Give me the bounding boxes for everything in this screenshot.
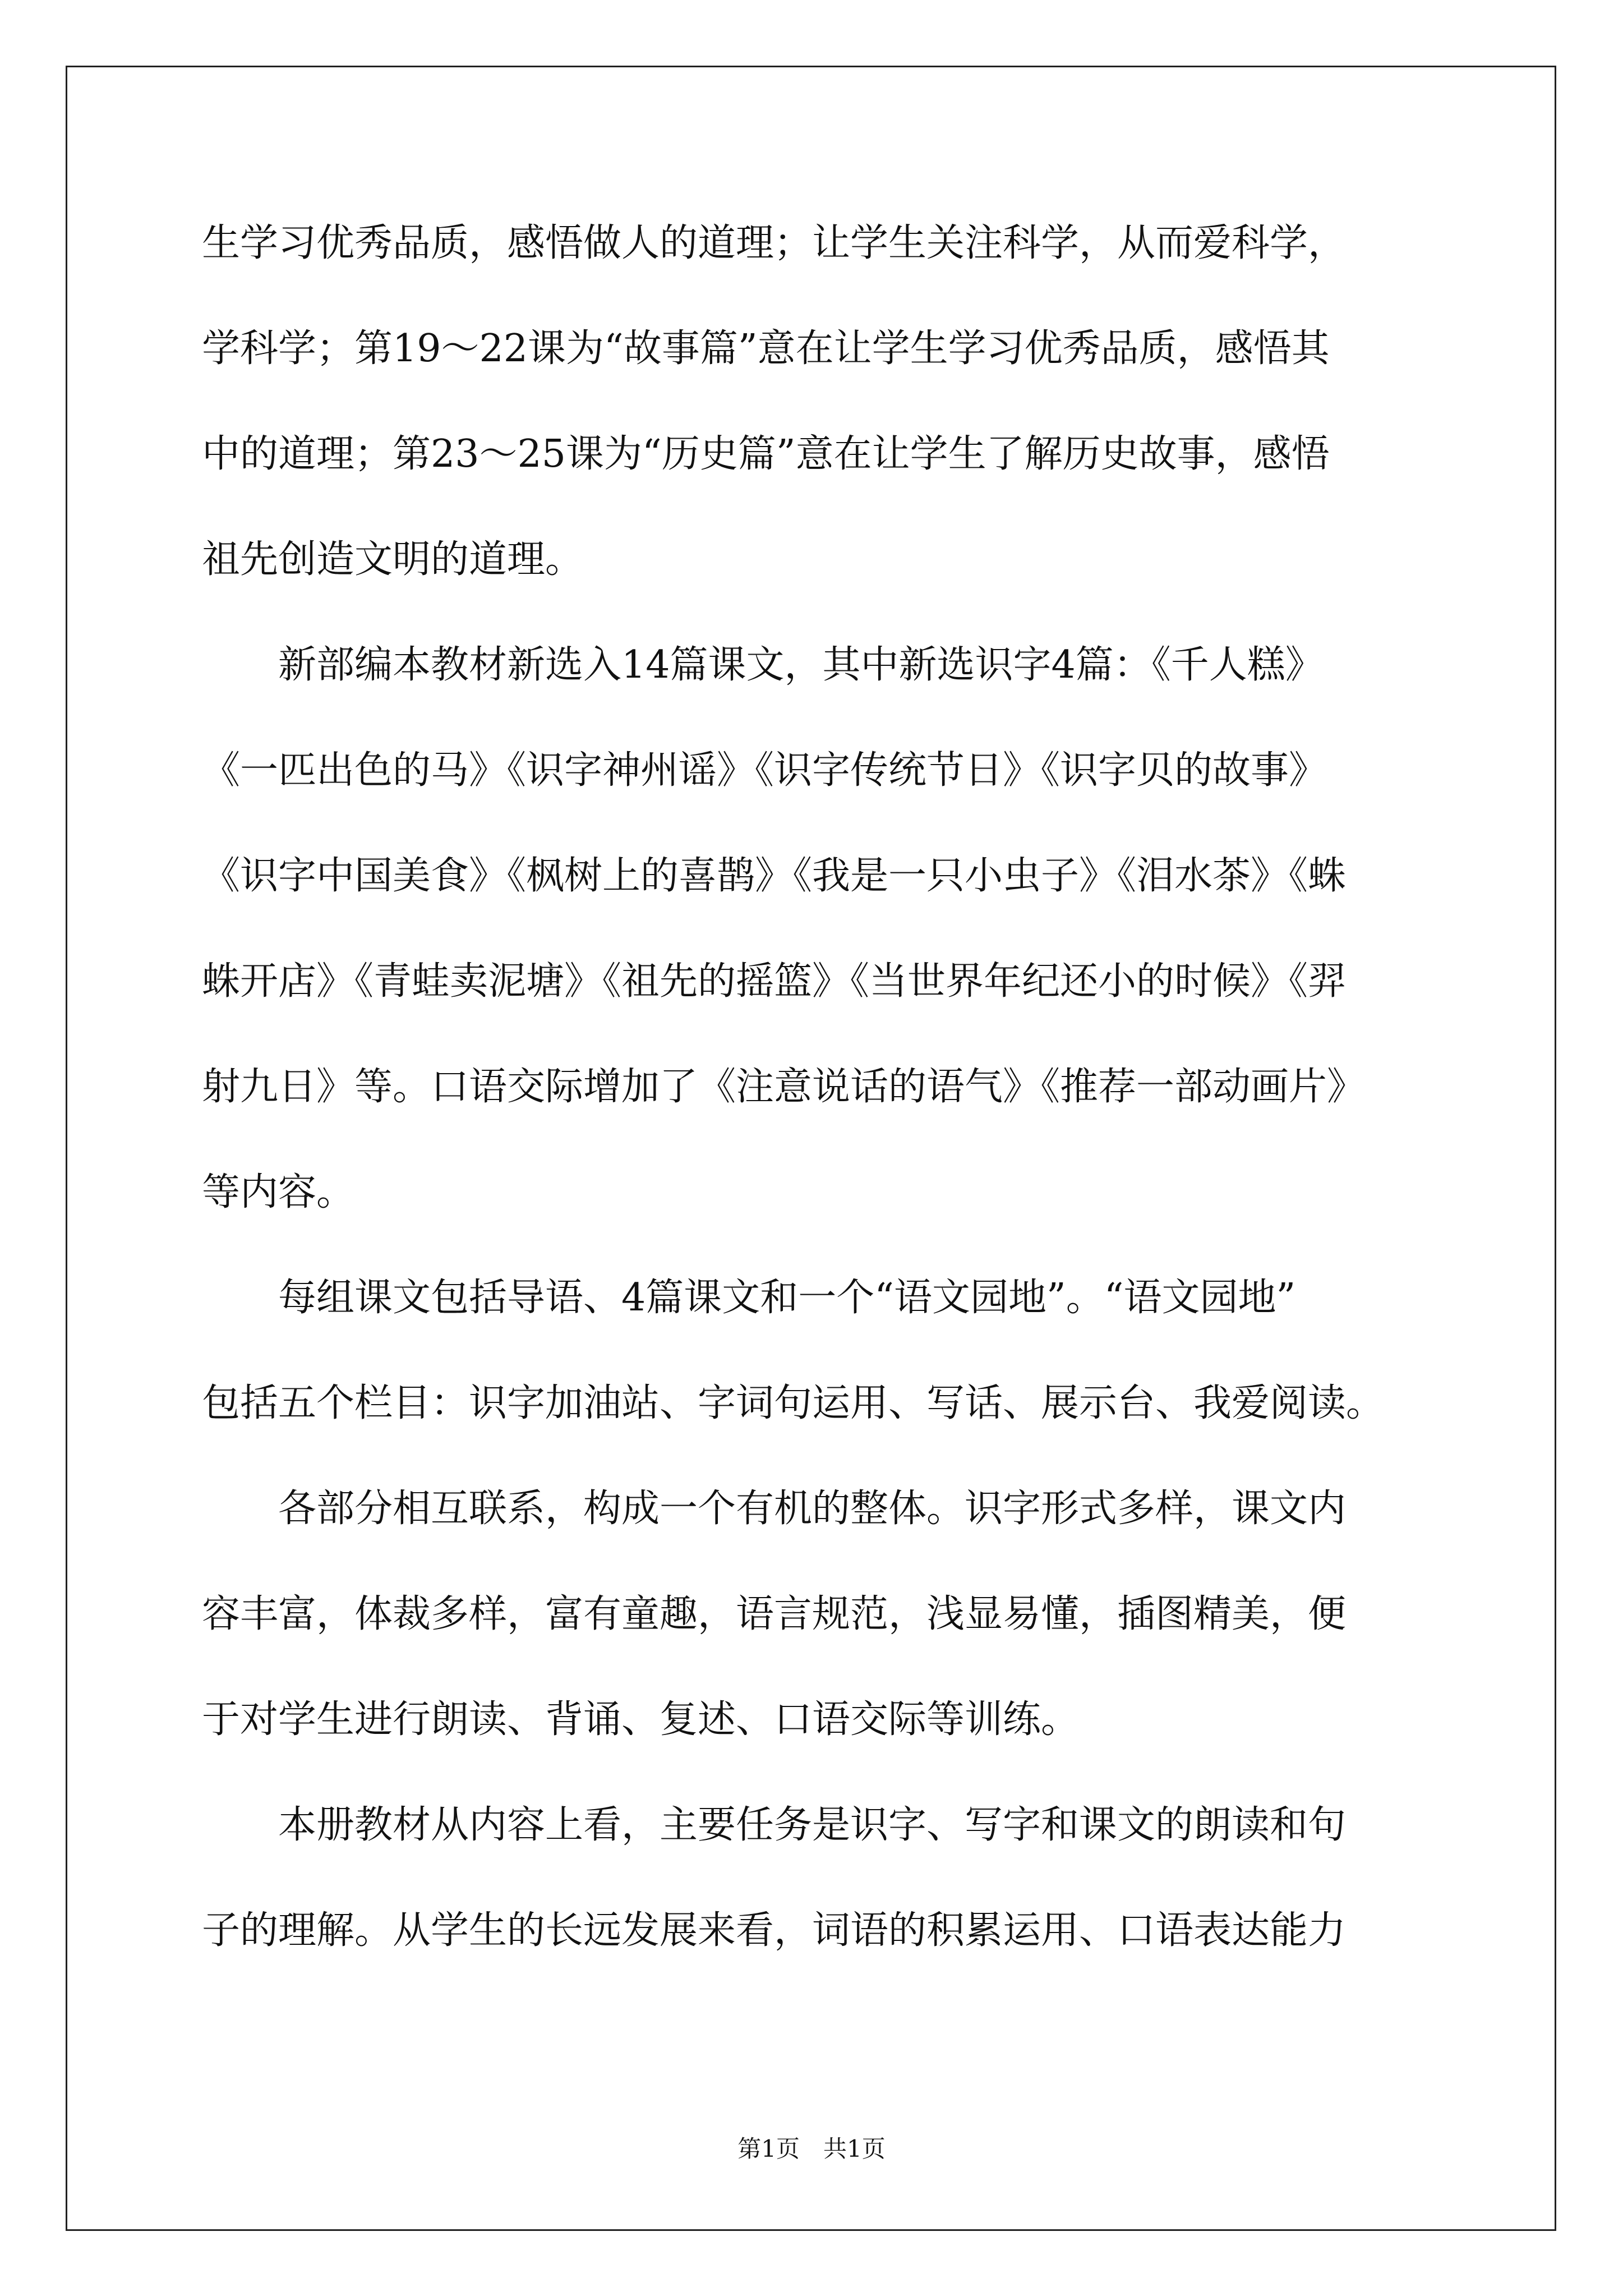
- text-line: 射九日》等。口语交际增加了《注意说话的语气》《推荐一部动画片》: [202, 1065, 1366, 1109]
- document-body: [202, 191, 1436, 1984]
- text-line: 生学习优秀品质，感悟做人的道理；让学生关注科学，从而爱科学，: [202, 221, 1347, 265]
- text-line: 蛛开店》《青蛙卖泥塘》《祖先的摇篮》《当世界年纪还小的时候》《羿: [202, 959, 1347, 1004]
- text-line: 《一匹出色的马》《识字神州谣》《识字传统节日》《识字贝的故事》: [202, 748, 1327, 793]
- text-line: 子的理解。从学生的长远发展来看，词语的积累运用、口语表达能力: [202, 1908, 1347, 1953]
- text-line: 等内容。: [202, 1170, 355, 1214]
- paragraph-first-line: 新部编本教材新选入14篇课文，其中新选识字4篇：《千人糕》: [278, 643, 1324, 687]
- text-line: 《识字中国美食》《枫树上的喜鹊》《我是一只小虫子》《泪水茶》《蛛: [202, 854, 1347, 898]
- text-line: 于对学生进行朗读、背诵、复述、口语交际等训练。: [202, 1697, 1080, 1742]
- page-number-footer: 第1页 共1页: [737, 2135, 886, 2162]
- text-line: 祖先创造文明的道理。: [202, 537, 584, 582]
- text-line: 容丰富，体裁多样，富有童趣，语言规范，浅显易懂，插图精美，便: [202, 1592, 1347, 1636]
- paragraph-first-line: 本册教材从内容上看，主要任务是识字、写字和课文的朗读和句: [278, 1803, 1347, 1847]
- paragraph-first-line: 每组课文包括导语、4篇课文和一个“语文园地”。“语文园地”: [278, 1276, 1296, 1320]
- text-line: 包括五个栏目：识字加油站、字词句运用、写话、展示台、我爱阅读。: [202, 1381, 1385, 1425]
- text-line: 学科学；第19～22课为“故事篇”意在让学生学习优秀品质，感悟其: [202, 326, 1330, 371]
- paragraph-first-line: 各部分相互联系，构成一个有机的整体。识字形式多样，课文内: [278, 1487, 1347, 1531]
- text-line: 中的道理；第23～25课为“历史篇”意在让学生了解历史故事，感悟: [202, 432, 1330, 476]
